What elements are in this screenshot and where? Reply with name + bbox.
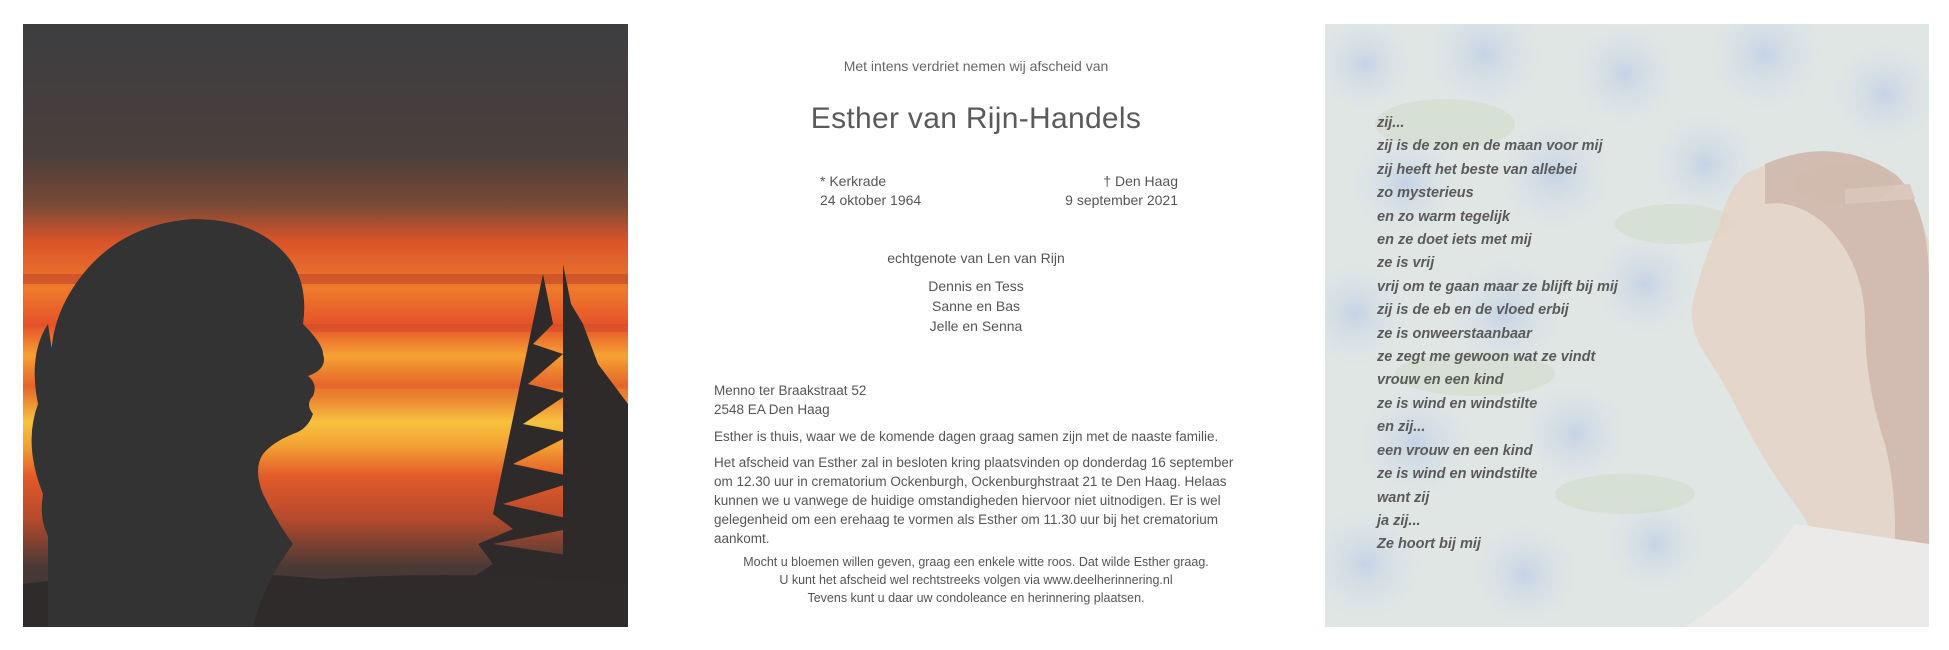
poem-line: Ze hoort bij mij [1377, 536, 1481, 553]
condolence-note: Tevens kunt u daar uw condoleance en herinnering plaatsen. [807, 591, 1145, 605]
poem-line: ja zij... [1377, 512, 1421, 529]
livestream-note: U kunt het afscheid wel rechtstreeks volgen via www.deelherinnering.nl [779, 573, 1173, 587]
poem-line: want zij [1377, 489, 1430, 506]
poem-line: en zo warm tegelijk [1377, 208, 1510, 225]
death-place: † Den Haag [1103, 173, 1178, 189]
ceremony-paragraph: Het afscheid van Esther zal in besloten kring plaatsvinden op donderdag 16 september om 12.30 uur in crematorium Ockenburgh, Ockenburghstraat 21 te Den Haag. Helaas kunnen we u vanwege de huidige omstandigheden hiervoor niet uitnodigen. Er is wel gelegenheid om een erehaag te vormen als Esther om 11.30 uur bij het crematorium aankomt. [714, 455, 1234, 546]
portrait-poem-panel [1325, 24, 1929, 627]
poem-line: vrouw en een kind [1377, 372, 1504, 389]
home-paragraph: Esther is thuis, waar we de komende dagen graag samen zijn met de naaste familie. [714, 429, 1219, 444]
child-couple: Jelle en Senna [929, 318, 1023, 334]
poem-line: een vrouw en een kind [1377, 442, 1533, 459]
spouse-line: echtgenote van Len van Rijn [887, 250, 1065, 266]
poem-line: ze is onweerstaanbaar [1377, 325, 1532, 342]
poem-line: en ze doet iets met mij [1377, 232, 1532, 249]
poem-line: en zij... [1377, 419, 1426, 436]
poem-line: ze is wind en windstilte [1377, 395, 1538, 412]
children-list [628, 276, 1324, 336]
address [714, 381, 1236, 419]
birth-date: 24 oktober 1964 [820, 192, 922, 208]
poem-line: zij is de eb en de vloed erbij [1377, 302, 1569, 319]
flowers-note: Mocht u bloemen willen geven, graag een enkele witte roos. Dat wilde Esther graag. [743, 555, 1209, 569]
poem-line: vrij om te gaan maar ze blijft bij mij [1377, 278, 1618, 295]
poem-line: zij... [1377, 115, 1405, 131]
address-street: Menno ter Braakstraat 52 [714, 383, 867, 398]
poem-line: zij is de zon en de maan voor mij [1377, 138, 1603, 155]
address-city: 2548 EA Den Haag [714, 402, 830, 417]
poem-line: zo mysterieus [1377, 185, 1474, 202]
poem-line: zij heeft het beste van allebei [1377, 161, 1577, 178]
birth-info [820, 172, 921, 210]
closing-notes [628, 553, 1324, 607]
intro-text: Met intens verdriet nemen wij afscheid van [843, 58, 1109, 74]
deceased-name: Esther van Rijn-Handels [810, 102, 1142, 135]
poem [1377, 112, 1618, 557]
death-date: 9 september 2021 [1065, 192, 1178, 208]
child-couple: Dennis en Tess [928, 278, 1024, 294]
child-couple: Sanne en Bas [932, 298, 1020, 314]
death-info [1065, 172, 1178, 210]
poem-line: ze zegt me gewoon wat ze vindt [1377, 349, 1596, 366]
birth-place: * Kerkrade [820, 173, 887, 189]
obituary-text-panel [628, 24, 1324, 627]
sunset-silhouette-photo [23, 24, 628, 627]
poem-line: ze is wind en windstilte [1377, 466, 1538, 483]
poem-line: ze is vrij [1377, 255, 1435, 272]
